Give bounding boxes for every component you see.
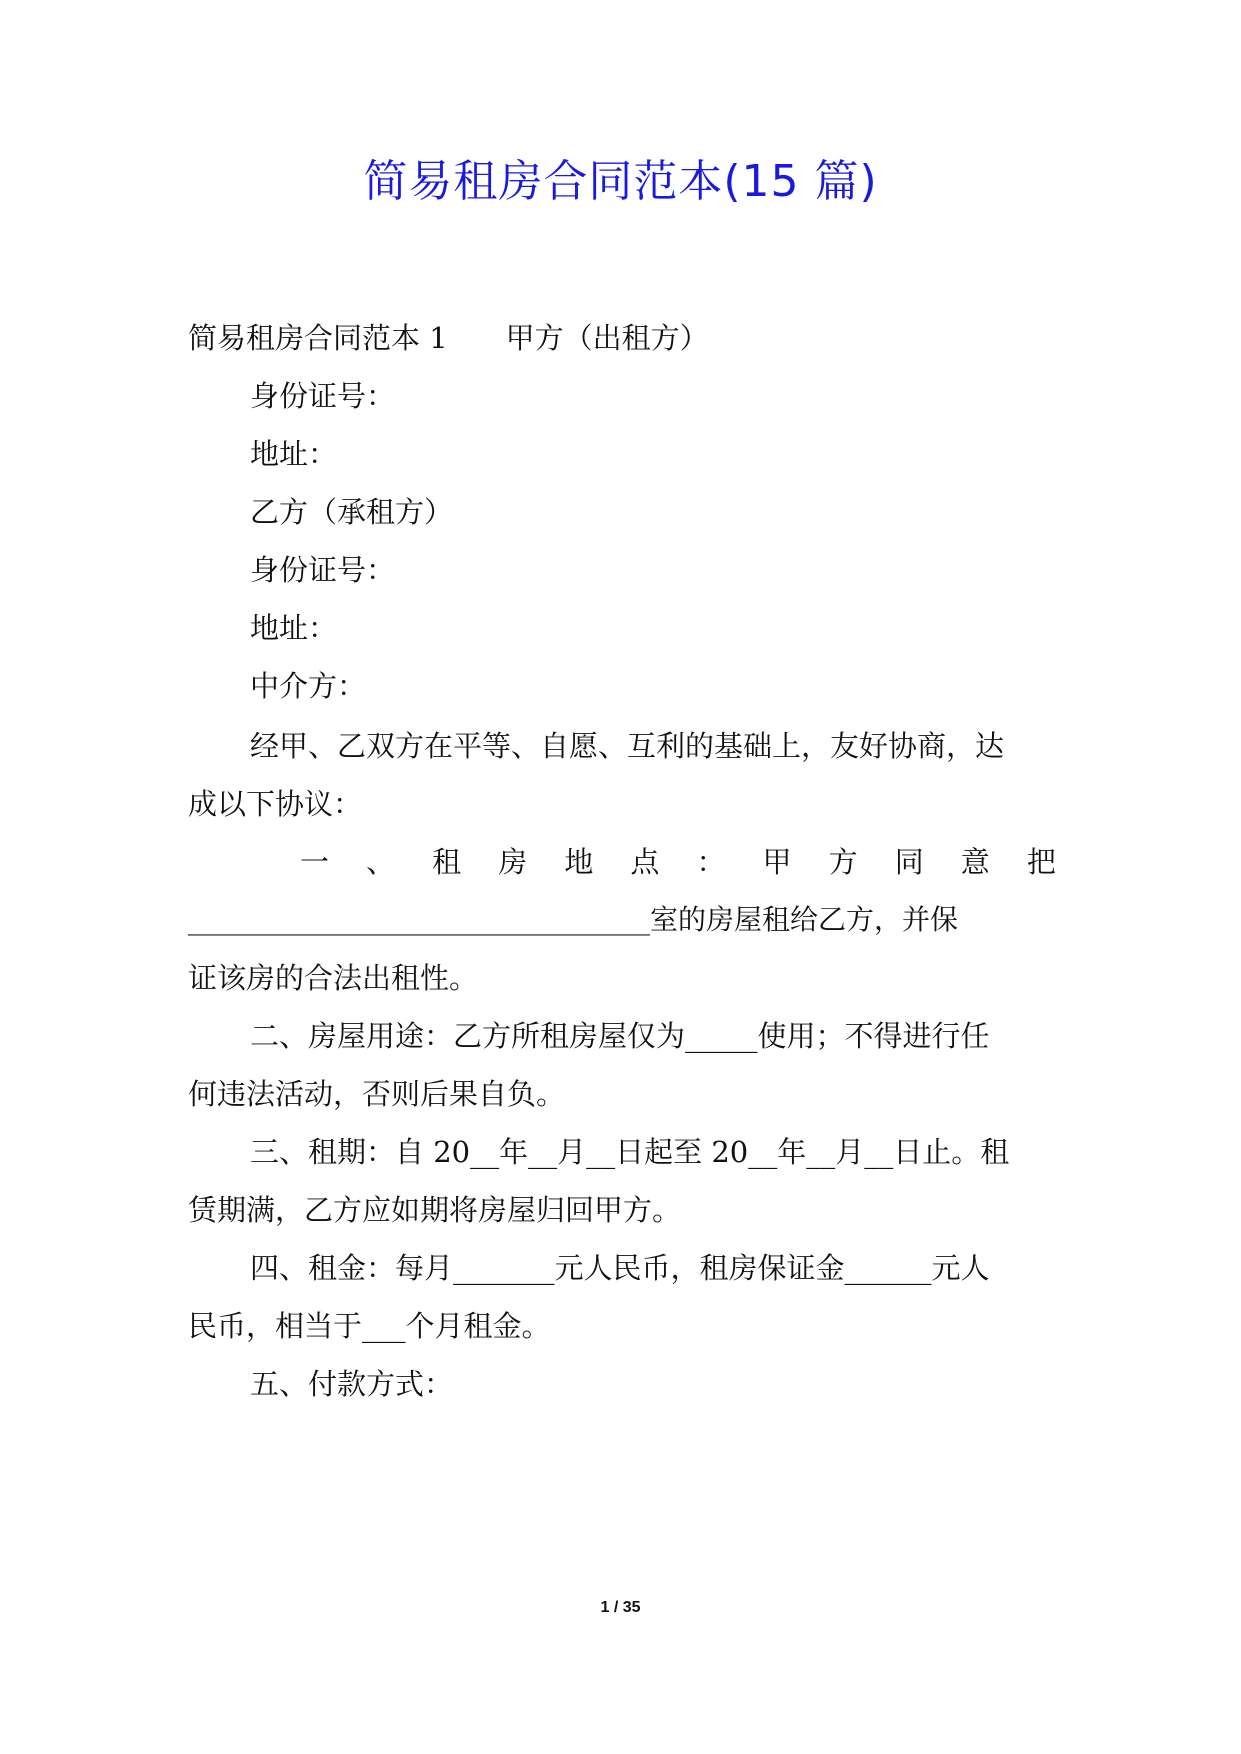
clause-2-line-2: 何违法活动，否则后果自负。 [188,1077,566,1111]
clause-3-line-2: 赁期满，乙方应如期将房屋归回甲方。 [188,1193,682,1227]
clause-1-char: 同 [894,845,924,879]
clause-4-line-1: 四、租金：每月_______元人民币，租房保证金______元人 [250,1251,990,1285]
address-blank: _________________________________ [188,903,650,936]
clause-1-char: ： [696,845,726,879]
party-b-id-line: 身份证号： [250,553,396,587]
contract-heading-line [188,306,1056,370]
clause-1-char: 一 [300,845,330,879]
clause-1-char: 点 [630,845,660,879]
clause-1-char: 租 [432,845,462,879]
clause-5-line-1: 五、付款方式： [250,1367,454,1401]
party-b-label: 乙方（承租方） [250,495,454,529]
contract-heading-label: 简易租房合同范本 1 [188,321,448,355]
clause-1-char: 把 [1026,845,1056,879]
party-a-label: 甲方（出租方） [505,321,709,355]
party-b-address-line: 地址： [250,611,338,645]
clause-1-line-1 [300,830,1056,894]
clause-1-line-2 [188,888,1056,952]
clause-1-char: 方 [828,845,858,879]
document-title: 简易租房合同范本(15 篇) [363,156,878,207]
clause-1-char: 房 [498,845,528,879]
party-a-id-line: 身份证号： [250,379,396,413]
agent-line: 中介方： [250,669,367,703]
clause-2-line-1: 二、房屋用途：乙方所租房屋仅为_____使用；不得进行任 [250,1019,990,1053]
clause-1-char: 、 [366,845,396,879]
intro-paragraph-line-2: 成以下协议： [188,787,363,821]
clause-1-char: 地 [564,845,594,879]
page-number: 1 / 35 [600,1599,641,1616]
clause-1-char: 意 [960,845,990,879]
clause-1-line-2-text: 室的房屋租给乙方，并保 [650,903,959,936]
clause-1-line-3: 证该房的合法出租性。 [188,961,479,995]
party-a-address-line: 地址： [250,437,338,471]
intro-paragraph-line-1: 经甲、乙双方在平等、自愿、互利的基础上，友好协商，达 [250,729,1005,763]
clause-1-char: 甲 [762,845,792,879]
clause-4-line-2: 民币，相当于___个月租金。 [188,1309,551,1343]
clause-3-line-1: 三、租期：自 20__年__月__日起至 20__年__月__日止。租 [250,1135,1010,1169]
